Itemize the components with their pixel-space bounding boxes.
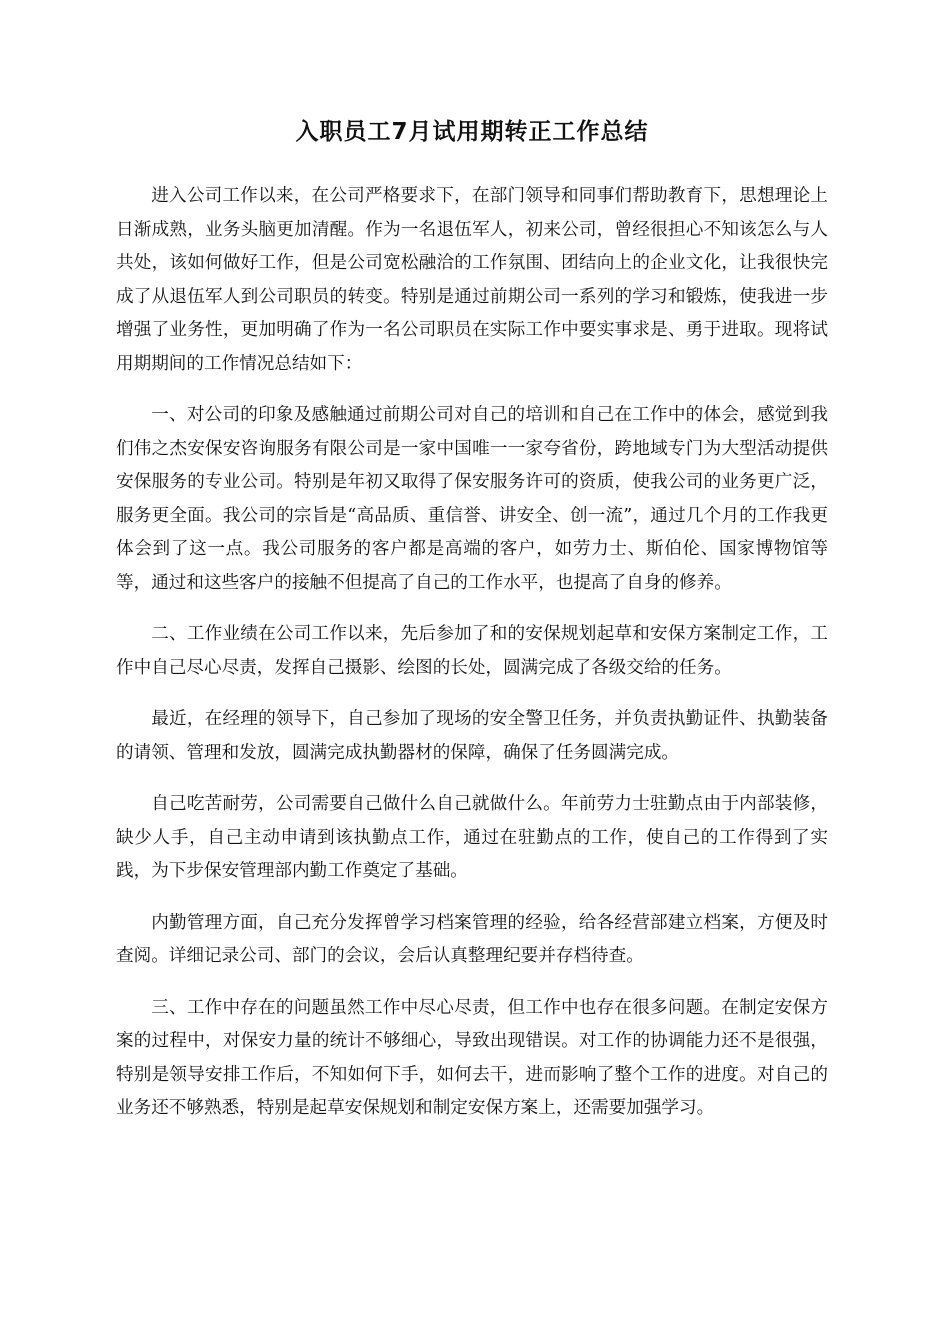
paragraph-problems: 三、工作中存在的问题虽然工作中尽心尽责，但工作中也存在很多问题。在制定安保方案的过程中，对保安力量的统计不够细心，导致出现错误。对工作的协调能力还不是很强，特别是领导安排工作后，不知如何下手，如何去干，进而影响了整个工作的进度。对自己的业务还不够熟悉，特别是起草安保规划和制定安保方案上，还需要加强学习。 [116,997,828,1118]
paragraph-hardworking: 自己吃苦耐劳，公司需要自己做什么自己就做什么。年前劳力士驻勤点由于内部装修，缺少人手，自己主动申请到该执勤点工作，通过在驻勤点的工作，使自己的工作得到了实践，为下步保安管理部内勤工作奠定了基础。 [116,794,828,881]
paragraph-impression: 一、对公司的印象及感触通过前期公司对自己的培训和自己在工作中的体会，感觉到我们伟之杰安保安咨询服务有限公司是一家中国唯一一家夸省份，跨地域专门为大型活动提供安保服务的专业公司。特别是年初又取得了保安服务许可的资质，使我公司的业务更广泛，服务更全面。我公司的宗旨是“高品质、重信誉、讲安全、创一流”，通过几个月的工作我更体会到了这一点。我公司服务的客户都是高端的客户，如劳力士、斯伯伦、国家博物馆等等，通过和这些客户的接触不但提高了自己的工作水平，也提高了自身的修养。 [116,405,828,593]
paragraph-office-management: 内勤管理方面，自己充分发挥曾学习档案管理的经验，给各经营部建立档案，方便及时查阅。详细记录公司、部门的会议，会后认真整理纪要并存档待查。 [116,912,828,966]
document-page [116,112,828,1144]
document-body [116,180,828,1126]
document-title: 入职员工7月试用期转正工作总结 [295,119,649,145]
paragraph-performance: 二、工作业绩在公司工作以来，先后参加了和的安保规划起草和安保方案制定工作，工作中自己尽心尽责，发挥自己摄影、绘图的长处，圆满完成了各级交给的任务。 [116,624,828,678]
paragraph-security-task: 最近，在经理的领导下，自己参加了现场的安全警卫任务，并负责执勤证件、执勤装备的请领、管理和发放，圆满完成执勤器材的保障，确保了任务圆满完成。 [116,709,828,763]
paragraph-intro: 进入公司工作以来，在公司严格要求下，在部门领导和同事们帮助教育下，思想理论上日渐成熟，业务头脑更加清醒。作为一名退伍军人，初来公司，曾经很担心不知该怎么与人共处，该如何做好工作，但是公司宽松融洽的工作氛围、团结向上的企业文化，让我很快完成了从退伍军人到公司职员的转变。特别是通过前期公司一系列的学习和锻炼，使我进一步增强了业务性，更加明确了作为一名公司职员在实际工作中要实事求是、勇于进取。现将试用期期间的工作情况总结如下： [116,186,828,374]
